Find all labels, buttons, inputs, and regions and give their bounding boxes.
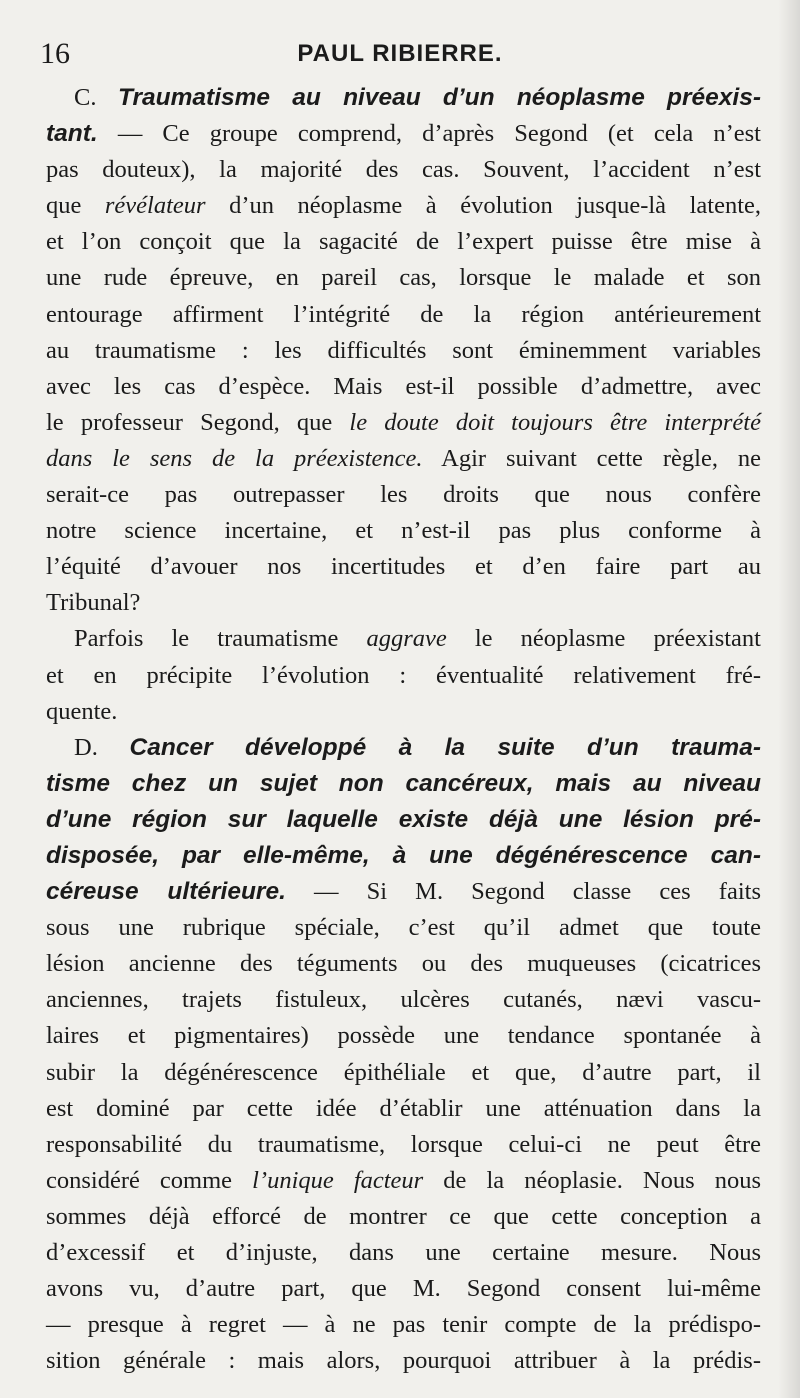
text-run: — presque à regret — à ne pas tenir compte de la prédispo-	[46, 1311, 761, 1339]
text-line	[46, 405, 761, 441]
text-run: avons vu, d’autre part, que M. Segond consent lui-même	[46, 1275, 761, 1303]
text-line	[46, 1018, 761, 1054]
text-run: pas douteux), la majorité des cas. Souvent, l’accident n’est	[46, 156, 761, 184]
text-line	[46, 1127, 761, 1163]
text-line	[46, 1163, 761, 1199]
heading-run: disposée, par elle-même, à une dégénérescence can-	[46, 841, 761, 869]
text-line	[46, 549, 761, 585]
text-line	[46, 694, 761, 730]
italic-run: l’unique facteur	[252, 1166, 424, 1194]
text-line	[46, 874, 761, 910]
text-line	[46, 946, 761, 982]
text-line	[46, 838, 761, 874]
text-run: une rude épreuve, en pareil cas, lorsque le malade et son	[46, 264, 761, 292]
heading-run: céreuse ultérieure.	[46, 878, 286, 906]
text-line	[46, 1055, 761, 1091]
text-line	[46, 369, 761, 405]
text-line	[46, 658, 761, 694]
text-line	[46, 621, 761, 657]
text-line	[46, 333, 761, 369]
text-line	[46, 441, 761, 477]
italic-run: le doute doit toujours être interprété	[349, 408, 761, 436]
text-line	[46, 224, 761, 260]
italic-run: révélateur	[104, 192, 206, 220]
text-line	[46, 1271, 761, 1307]
text-run: et l’on conçoit que la sagacité de l’expert puisse être mise à	[46, 228, 761, 256]
text-run: Parfois le traumatisme	[74, 625, 367, 653]
text-line	[46, 910, 761, 946]
text-run: sous une rubrique spéciale, c’est qu’il admet que toute	[46, 914, 761, 942]
text-run: et en précipite l’évolution : éventualité relativement fré-	[46, 661, 761, 689]
text-line	[46, 1343, 761, 1379]
text-run: Tribunal?	[46, 589, 141, 617]
text-line	[46, 260, 761, 296]
text-line	[46, 477, 761, 513]
text-run: sommes déjà efforcé de montrer ce que cette conception a	[46, 1202, 761, 1230]
text-run: anciennes, trajets fistuleux, ulcères cutanés, nævi vascu-	[46, 986, 761, 1014]
text-run: l’équité d’avouer nos incertitudes et d’en faire part au	[46, 553, 761, 581]
text-run: avec les cas d’espèce. Mais est-il possible d’admettre, avec	[46, 372, 761, 400]
text-run: entourage affirment l’intégrité de la région antérieurement	[46, 300, 761, 328]
text-run: — Ce groupe comprend, d’après Segond (et cela n’est	[97, 120, 761, 148]
text-line	[46, 982, 761, 1018]
text-run: laires et pigmentaires) possède une tendance spontanée à	[46, 1022, 761, 1050]
text-run: considéré comme	[46, 1166, 253, 1194]
text-run: est dominé par cette idée d’établir une atténuation dans la	[46, 1094, 761, 1122]
text-run: que	[46, 192, 105, 220]
heading-run: tant.	[46, 120, 98, 148]
text-run: le néoplasme préexistant	[446, 625, 761, 653]
text-line	[46, 1307, 761, 1343]
text-run: C.	[74, 84, 118, 111]
text-run: d’un néoplasme à évolution jusque-là latente,	[205, 192, 761, 220]
text-run: quente.	[46, 697, 118, 725]
text-run: au traumatisme : les difficultés sont éminemment variables	[46, 336, 761, 364]
text-line	[46, 80, 761, 116]
running-title: PAUL RIBIERRE.	[297, 40, 503, 67]
text-line	[46, 297, 761, 333]
text-run: D.	[74, 733, 130, 761]
text-run: serait-ce pas outrepasser les droits que nous confère	[46, 481, 761, 509]
text-line	[46, 766, 761, 802]
heading-run: Cancer développé à la suite d’un trauma-	[129, 733, 761, 761]
page-number: 16	[40, 37, 70, 70]
text-run: lésion ancienne des téguments ou des muqueuses (cicatrices	[46, 950, 761, 978]
italic-run: aggrave	[366, 625, 447, 653]
heading-run: d’une région sur laquelle existe déjà une lésion pré-	[46, 805, 761, 833]
text-run: d’excessif et d’injuste, dans une certaine mesure. Nous	[46, 1239, 761, 1266]
heading-run: tisme chez un sujet non cancéreux, mais au niveau	[46, 769, 761, 797]
text-run: notre science incertaine, et n’est-il pas plus conforme à	[46, 517, 761, 545]
text-line	[46, 152, 761, 188]
italic-run: dans le sens de la préexistence.	[46, 444, 423, 472]
text-line	[46, 1199, 761, 1235]
text-line	[46, 1091, 761, 1127]
text-run: le professeur Segond, que	[46, 408, 350, 436]
text-line	[46, 188, 761, 224]
text-run: Agir suivant cette règle, ne	[422, 444, 761, 472]
text-run: sition générale : mais alors, pourquoi attribuer à la prédis-	[46, 1347, 761, 1375]
text-line	[46, 513, 761, 549]
text-line	[46, 116, 761, 152]
text-line	[46, 730, 761, 766]
text-line	[46, 802, 761, 838]
text-line	[46, 585, 761, 621]
text-line	[46, 1235, 761, 1271]
heading-run: Traumatisme au niveau d’un néoplasme préexis-	[118, 84, 761, 111]
page-header	[40, 34, 760, 74]
text-run: de la néoplasie. Nous nous	[423, 1166, 761, 1194]
page-body-text	[46, 80, 761, 1379]
text-run: responsabilité du traumatisme, lorsque celui-ci ne peut être	[46, 1130, 761, 1158]
text-run: subir la dégénérescence épithéliale et que, d’autre part, il	[46, 1058, 761, 1086]
page-edge-shadow	[778, 0, 800, 1398]
text-run: — Si M. Segond classe ces faits	[285, 878, 761, 906]
